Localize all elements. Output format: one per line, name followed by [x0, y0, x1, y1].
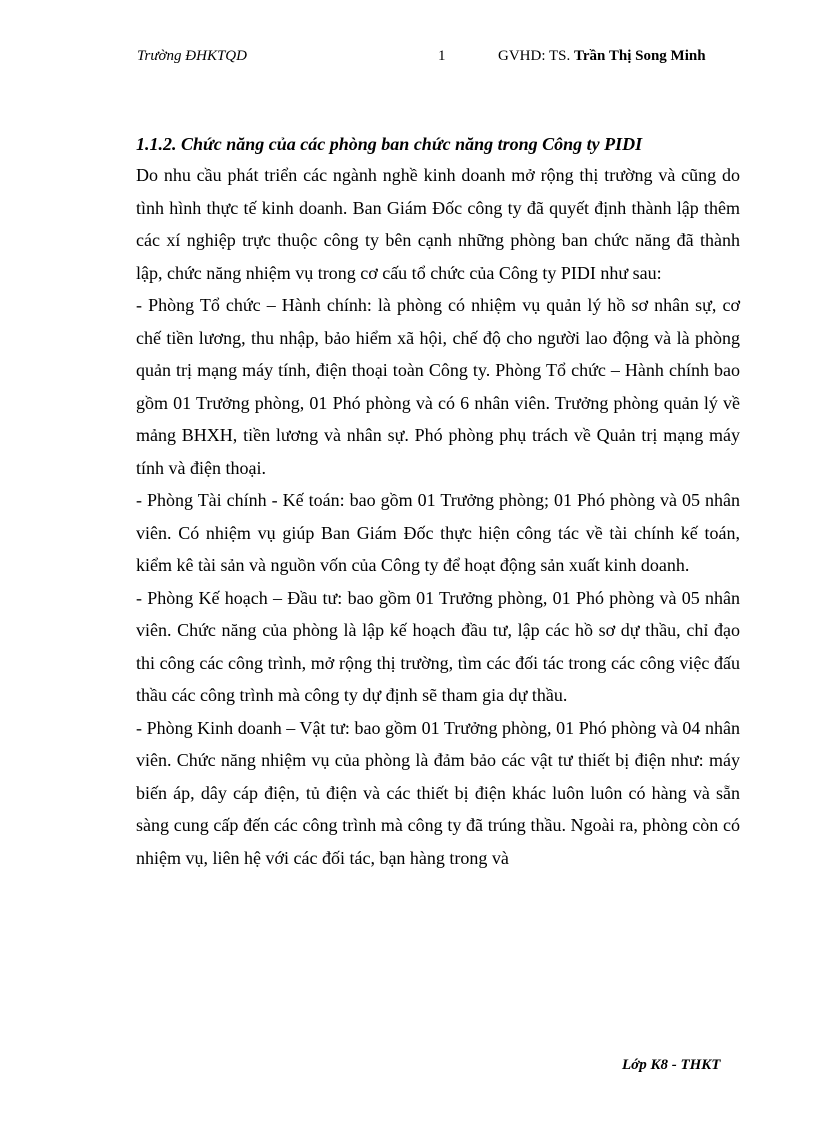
school-name: Trường ĐHKTQD	[137, 48, 247, 64]
paragraph-intro: Do nhu cầu phát triển các ngành nghề kinh doanh mở rộng thị trường và cũng do tình hình thực tế kinh doanh. Ban Giám Đốc công ty đã quyết định thành lập thêm các xí nghiệp trực thuộc công ty bên cạnh những phòng ban chức năng đã thành lập, chức năng nhiệm vụ trong cơ cấu tổ chức của Công ty PIDI như sau:	[136, 165, 740, 283]
advisor-prefix: GVHD: TS.	[498, 48, 571, 64]
section-heading: 1.1.2. Chức năng của các phòng ban chức năng trong Công ty PIDI	[136, 134, 643, 154]
paragraph-planning: - Phòng Kế hoạch – Đầu tư: bao gồm 01 Trưởng phòng, 01 Phó phòng và 05 nhân viên. Chức năng của phòng là lập kế hoạch đầu tư, lập các hồ sơ dự thầu, chỉ đạo thi công các công trình, mở rộng thị trường, tìm các đối tác trong các công việc đấu thầu các công trình mà công ty dự định sẽ tham gia dự thầu.	[136, 587, 740, 705]
advisor	[498, 48, 706, 65]
page-header	[137, 48, 737, 70]
paragraph-business: - Phòng Kinh doanh – Vật tư: bao gồm 01 Trưởng phòng, 01 Phó phòng và 04 nhân viên. Chức năng nhiệm vụ của phòng là đảm bảo các vật tư thiết bị điện như: máy biến áp, dây cáp điện, tủ điện và các thiết bị điện khác luôn luôn có hàng và sẵn sàng cung cấp đến các công trình mà công ty đã trúng thầu. Ngoài ra, phòng còn có nhiệm vụ, liên hệ với các đối tác, bạn hàng trong và	[136, 717, 740, 868]
page-number: 1	[438, 48, 446, 64]
paragraph-finance: - Phòng Tài chính - Kế toán: bao gồm 01 Trưởng phòng; 01 Phó phòng và 05 nhân viên. Có nhiệm vụ giúp Ban Giám Đốc thực hiện công tác về tài chính kế toán, kiểm kê tài sản và nguồn vốn của Công ty để hoạt động sản xuất kinh doanh.	[136, 490, 740, 575]
page-footer: Lớp K8 - THKT	[622, 1057, 721, 1073]
advisor-name: Trần Thị Song Minh	[573, 48, 706, 64]
document-body	[136, 129, 740, 874]
paragraph-hr-admin: - Phòng Tổ chức – Hành chính: là phòng có nhiệm vụ quản lý hồ sơ nhân sự, cơ chế tiền lương, thu nhập, bảo hiểm xã hội, chế độ cho người lao động và là phòng quản trị mạng máy tính, điện thoại toàn Công ty. Phòng Tổ chức – Hành chính bao gồm 01 Trưởng phòng, 01 Phó phòng và có 6 nhân viên. Trưởng phòng quản lý về mảng BHXH, tiền lương và nhân sự. Phó phòng phụ trách về Quản trị mạng máy tính và điện thoại.	[136, 295, 740, 478]
